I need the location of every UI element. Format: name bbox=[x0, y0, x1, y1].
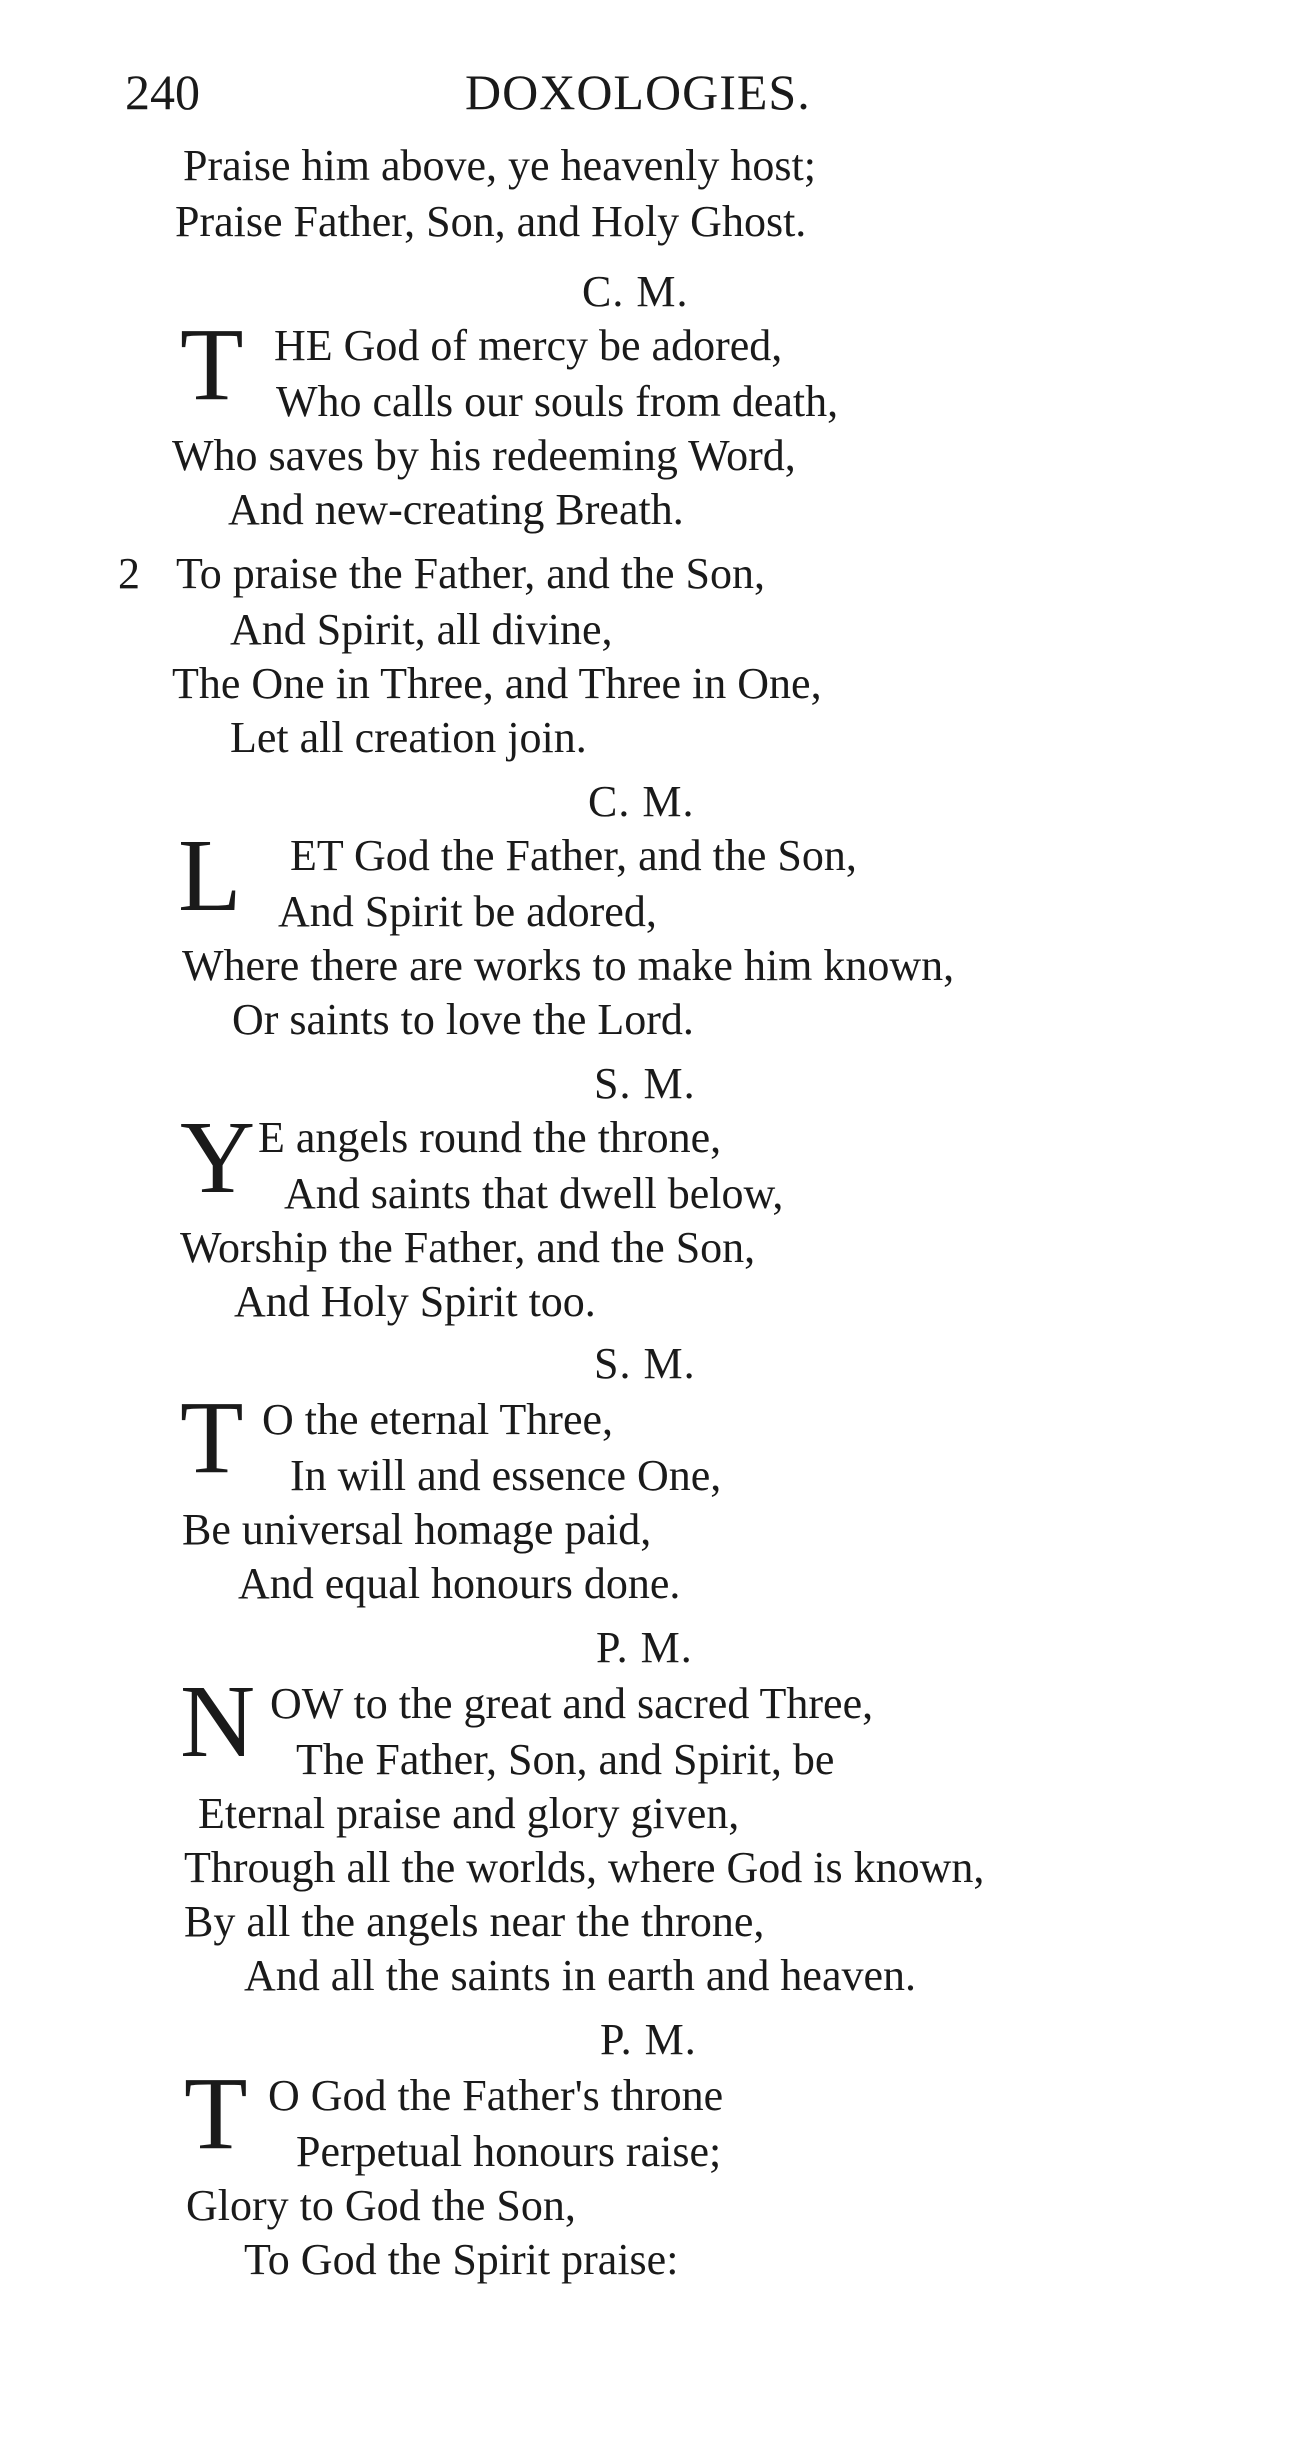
hymn-line: Perpetual honours raise; bbox=[296, 2127, 722, 2176]
hymn-line: Who calls our souls from death, bbox=[276, 377, 839, 426]
hymn-line: Through all the worlds, where God is known, bbox=[184, 1843, 985, 1892]
hymn-meter: C. M. bbox=[582, 267, 689, 316]
hymn-line: And saints that dwell below, bbox=[284, 1169, 784, 1218]
hymn-line: Or saints to love the Lord. bbox=[232, 995, 694, 1044]
hymn-line: And Spirit, all divine, bbox=[230, 605, 613, 654]
hymn-line: And Holy Spirit too. bbox=[234, 1277, 596, 1326]
drop-cap: Y bbox=[180, 1100, 256, 1215]
hymn-first-line: ET God the Father, and the Son, bbox=[290, 831, 857, 880]
hymn-meter: P. M. bbox=[596, 1623, 693, 1672]
hymn-line: Be universal homage paid, bbox=[182, 1505, 652, 1554]
hymn-line: Eternal praise and glory given, bbox=[198, 1789, 740, 1838]
hymn-first-line: HE God of mercy be adored, bbox=[274, 321, 783, 370]
running-title: DOXOLOGIES. bbox=[465, 64, 811, 120]
hymn-line: Worship the Father, and the Son, bbox=[180, 1223, 756, 1272]
hymn-line: And new-creating Breath. bbox=[228, 485, 684, 534]
hymn-line: And all the saints in earth and heaven. bbox=[244, 1951, 917, 2000]
hymn-line: By all the angels near the throne, bbox=[184, 1897, 765, 1946]
drop-cap: N bbox=[180, 1664, 256, 1779]
hymn-meter: S. M. bbox=[594, 1059, 696, 1108]
hymn-line: Glory to God the Son, bbox=[186, 2181, 576, 2230]
opening-line: Praise Father, Son, and Holy Ghost. bbox=[175, 197, 807, 246]
drop-cap: T bbox=[180, 307, 244, 422]
hymn-line: The Father, Son, and Spirit, be bbox=[296, 1735, 835, 1784]
hymn-line: Let all creation join. bbox=[230, 713, 587, 762]
page-number: 240 bbox=[125, 64, 200, 120]
hymn-line: And Spirit be adored, bbox=[278, 887, 657, 936]
hymn-first-line: OW to the great and sacred Three, bbox=[270, 1679, 874, 1728]
opening-line: Praise him above, ye heavenly host; bbox=[183, 141, 816, 190]
hymn-line: To God the Spirit praise: bbox=[244, 2235, 679, 2284]
hymn-meter: P. M. bbox=[600, 2015, 697, 2064]
hymn-first-line: O God the Father's throne bbox=[268, 2071, 724, 2120]
hymn-line: To praise the Father, and the Son, bbox=[176, 549, 766, 598]
drop-cap: T bbox=[180, 1380, 244, 1495]
hymn-meter: S. M. bbox=[594, 1339, 696, 1388]
page-header bbox=[0, 62, 1292, 122]
hymn-line: Where there are works to make him known, bbox=[182, 941, 955, 990]
hymn-first-line: O the eternal Three, bbox=[262, 1395, 614, 1444]
hymn-line: In will and essence One, bbox=[290, 1451, 722, 1500]
hymn-meter: C. M. bbox=[588, 777, 695, 826]
hymn-line: The One in Three, and Three in One, bbox=[172, 659, 822, 708]
hymn-first-line: E angels round the throne, bbox=[258, 1113, 722, 1162]
hymn-line: And equal honours done. bbox=[238, 1559, 681, 1608]
drop-cap: L bbox=[178, 818, 242, 933]
drop-cap: T bbox=[184, 2056, 248, 2171]
verse-number: 2 bbox=[118, 549, 140, 598]
hymn-line: Who saves by his redeeming Word, bbox=[172, 431, 796, 480]
